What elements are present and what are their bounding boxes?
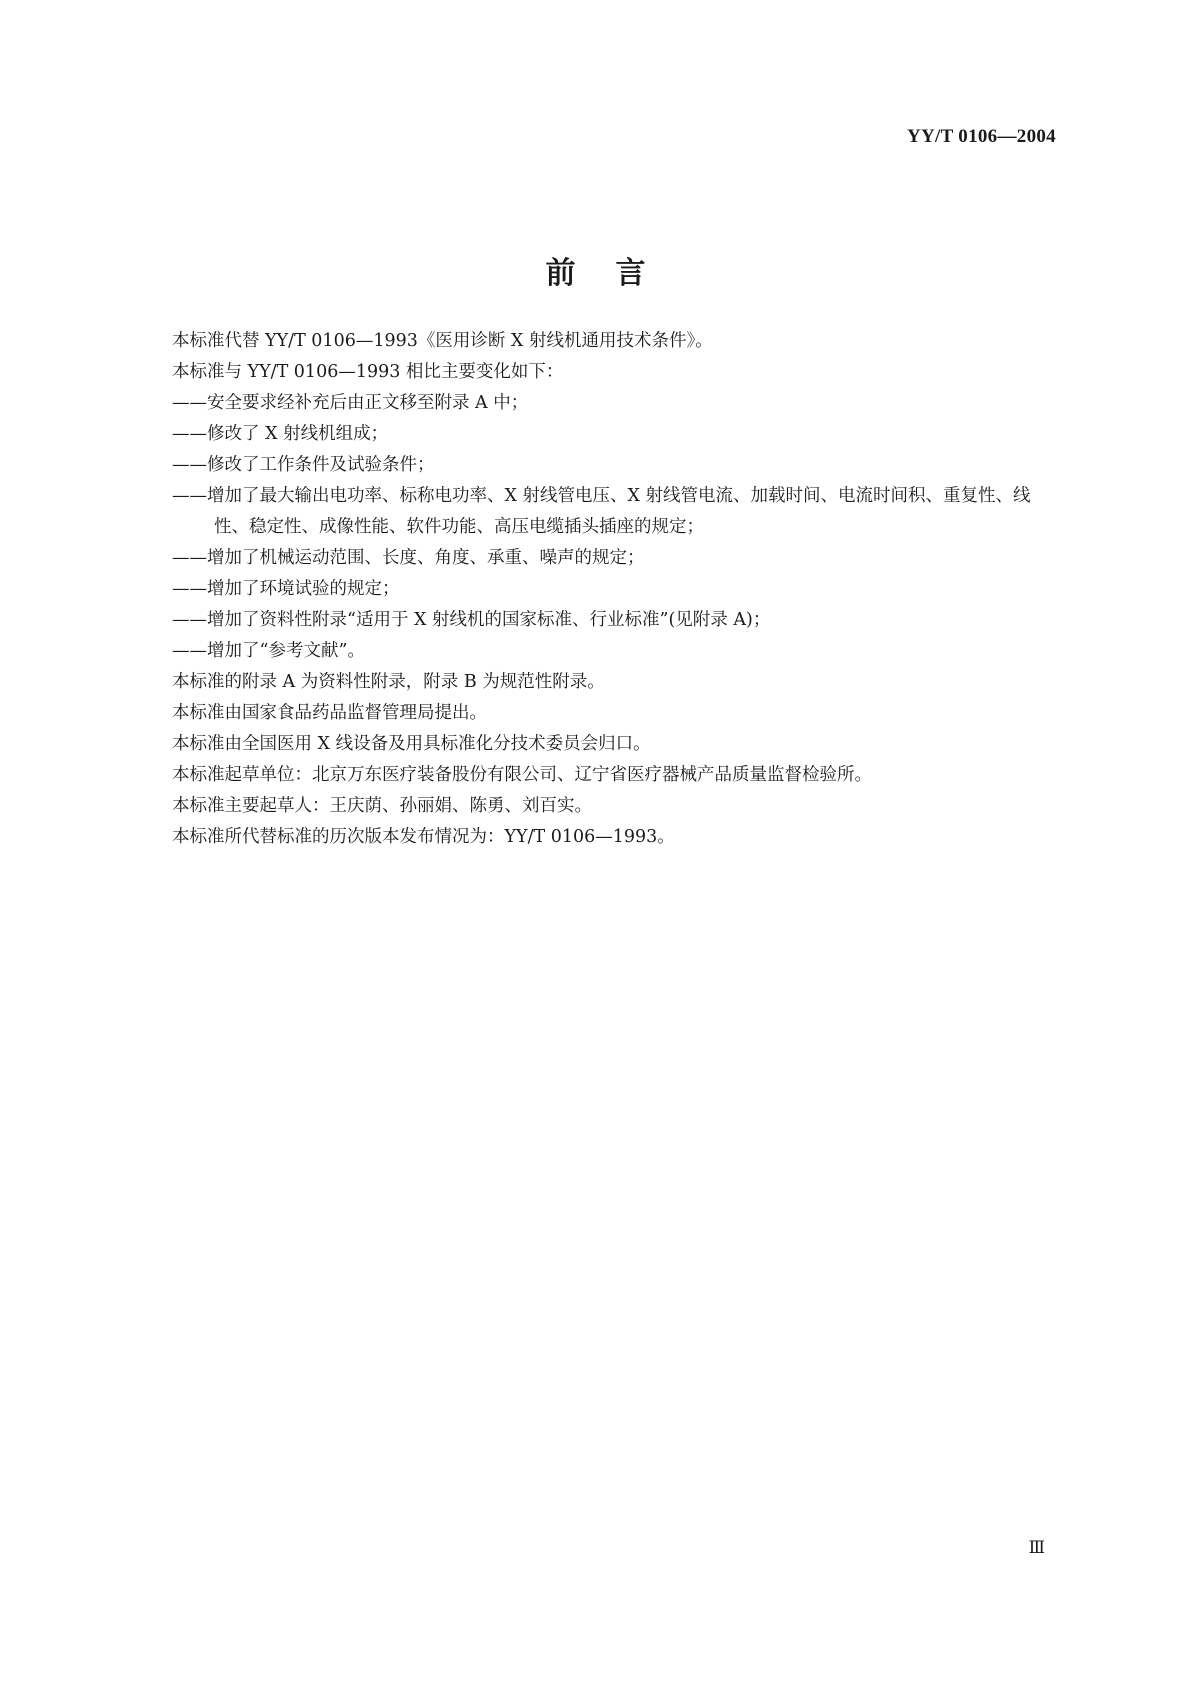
paragraph-appendices: 本标准的附录 A 为资料性附录，附录 B 为规范性附录。 [172,672,605,692]
page-number: Ⅲ [1028,1538,1045,1557]
change-item: ——增加了资料性附录“适用于 X 射线机的国家标准、行业标准”(见附录 A)； [172,610,771,630]
paragraph-proposer: 本标准由国家食品药品监督管理局提出。 [172,703,487,723]
change-item: ——增加了最大输出电功率、标称电功率、X 射线管电压、X 射线管电流、加载时间、电流时间积、重复性、线性、稳定性、成像性能、软件功能、高压电缆插头插座的规定； [172,486,1031,537]
page-title: 前言 [545,256,686,292]
paragraph-changes-intro: 本标准与 YY/T 0106—1993 相比主要变化如下： [172,362,564,382]
paragraph-history: 本标准所代替标准的历次版本发布情况为：YY/T 0106—1993。 [172,827,675,847]
change-item: ——修改了工作条件及试验条件； [172,455,435,475]
change-item: ——修改了 X 射线机组成； [172,424,389,444]
change-item: ——增加了机械运动范围、长度、角度、承重、噪声的规定； [172,548,645,568]
paragraph-drafters: 本标准主要起草人：王庆荫、孙丽娟、陈勇、刘百实。 [172,796,592,816]
change-item: ——增加了“参考文献”。 [172,641,365,661]
paragraph-committee: 本标准由全国医用 X 线设备及用具标准化分技术委员会归口。 [172,734,651,754]
foreword-body [172,326,1052,853]
standard-code: YY/T 0106—2004 [906,126,1056,147]
paragraph-drafting-units: 本标准起草单位：北京万东医疗装备股份有限公司、辽宁省医疗器械产品质量监督检验所。 [172,765,872,785]
paragraph-replaces: 本标准代替 YY/T 0106—1993《医用诊断 X 射线机通用技术条件》。 [172,331,713,351]
change-item: ——安全要求经补充后由正文移至附录 A 中； [172,393,529,413]
change-item: ——增加了环境试验的规定； [172,579,400,599]
